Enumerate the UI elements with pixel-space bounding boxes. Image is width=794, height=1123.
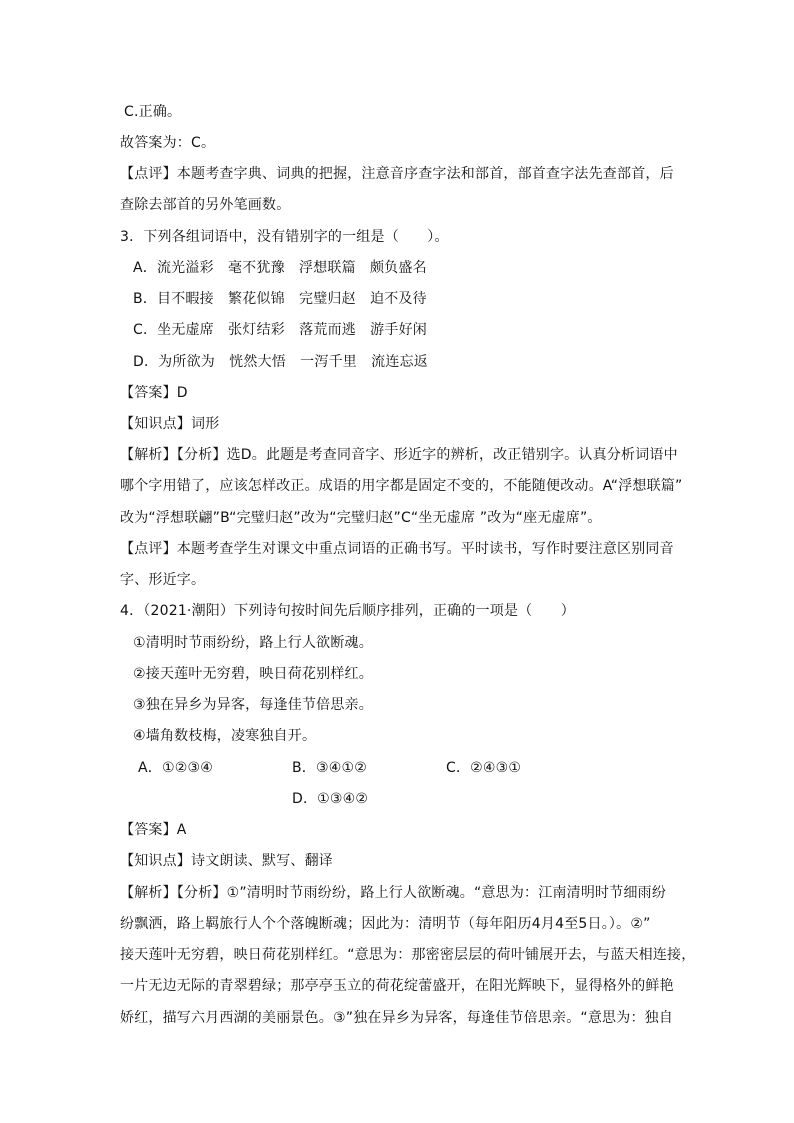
analysis-text: 【解析】【分析】选D。此题是考查同音字、形近字的辨析，改正错别字。认真分析词语中 [120, 447, 678, 463]
analysis-text: 娇红，描写六月西湖的美丽景色。③”独在异乡为异客，每逢佳节倍思亲。“意思为：独自 [120, 1010, 674, 1026]
question-4: 4．（2021·潮阳）下列诗句按时间先后顺序排列，正确的一项是（ ） [120, 603, 575, 619]
question-3: 3．下列各组词语中，没有错别字的一组是（ ）。 [120, 229, 449, 245]
option-d: D．为所欲为 恍然大悟 一泻千里 流连忘返 [133, 354, 428, 370]
poem-line: ②接天莲叶无穷碧，映日荷花别样红。 [133, 666, 373, 682]
comment-text: 【点评】本题考查学生对课文中重点词语的正确书写。平时读书，写作时要注意区别同音 [120, 541, 674, 557]
q4-option-a: A．①②③④ [138, 760, 213, 776]
q4-option-d: D．①③④② [292, 791, 369, 807]
text-line: 查除去部首的另外笔画数。 [120, 197, 291, 213]
poem-line: ④墙角数枝梅，凌寒独自开。 [133, 728, 317, 744]
analysis-text: 一片无边无际的青翠碧绿；那亭亭玉立的荷花绽蕾盛开，在阳光辉映下，显得格外的鲜艳 [120, 978, 674, 994]
q4-option-b: B．③④①② [292, 760, 368, 776]
analysis-text: 哪个字用错了，应该怎样改正。成语的用字都是固定不变的，不能随便改动。A“浮想联篇” [120, 478, 683, 494]
poem-line: ①清明时节雨纷纷，路上行人欲断魂。 [133, 635, 373, 651]
option-a: A．流光溢彩 毫不犹豫 浮想联篇 颇负盛名 [133, 260, 427, 276]
text-line: 【点评】本题考查字典、词典的把握，注意音序查字法和部首，部首查字法先查部首，后 [120, 166, 674, 182]
knowledge-point: 【知识点】诗文朗读、默写、翻译 [120, 853, 333, 869]
option-b: B．目不暇接 繁花似锦 完璧归赵 迫不及待 [133, 291, 427, 307]
q4-option-c: C．②④③① [446, 760, 522, 776]
knowledge-point: 【知识点】词形 [120, 416, 220, 432]
option-c: C．坐无虚席 张灯结彩 落荒而逃 游手好闲 [133, 322, 427, 338]
comment-text: 字、形近字。 [120, 572, 206, 588]
analysis-text: 纷飘洒，路上羁旅行人个个落魄断魂；因此为：清明节（每年阳历4月4至5日。）。②” [120, 916, 651, 932]
answer-label: 【答案】A [120, 822, 187, 838]
text-line: C.正确。 [124, 104, 182, 120]
text-line: 故答案为：C。 [120, 135, 216, 151]
analysis-text: 【解析】【分析】①”清明时节雨纷纷，路上行人欲断魂。“意思为：江南清明时节细雨纷 [120, 885, 667, 901]
answer-label: 【答案】D [120, 385, 188, 401]
poem-line: ③独在异乡为异客，每逢佳节倍思亲。 [133, 697, 373, 713]
analysis-text: 改为“浮想联翩”B“完璧归赵”改为“完璧归赵”C“坐无虚席 ”改为“座无虚席”。 [120, 510, 602, 526]
analysis-text: 接天莲叶无穷碧，映日荷花别样红。“意思为：那密密层层的荷叶铺展开去，与蓝天相连接， [120, 947, 696, 963]
